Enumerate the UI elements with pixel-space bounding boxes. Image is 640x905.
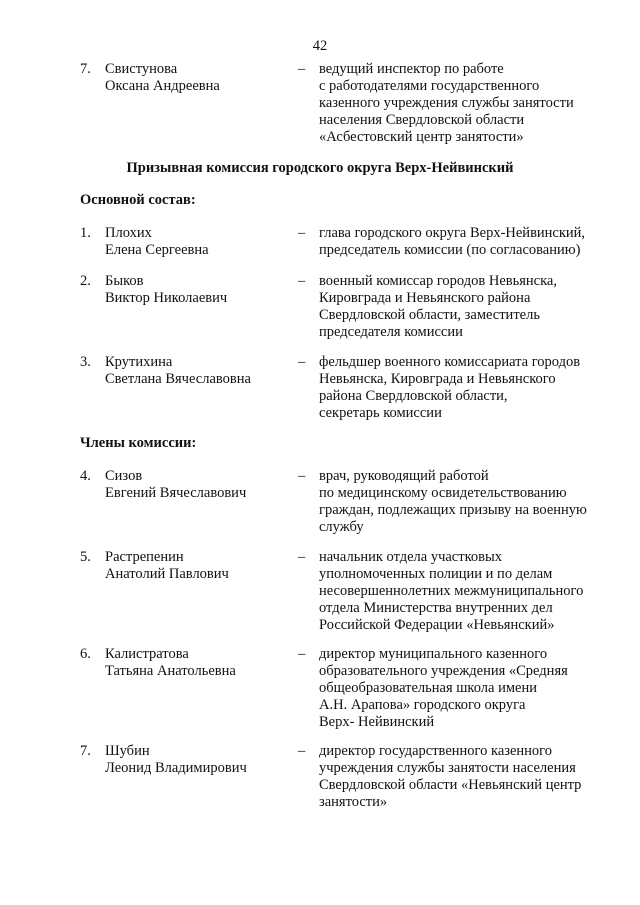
entry-description: военный комиссар городов Невьянска, Кировграда и Невьянского района Свердловской области, заместитель председателя комиссии [319, 273, 557, 340]
page-number: 42 [312, 38, 328, 54]
entry-number: 1. [80, 225, 91, 241]
section-heading-main: Основной состав: [80, 192, 196, 208]
entry-dash: – [298, 273, 306, 289]
entry-number: 7. [80, 743, 91, 759]
entry-number: 7. [80, 61, 91, 77]
entry-description: ведущий инспектор по работе с работодателями государственного казенного учреждения службы занятости населения Свердловской области «Асбестовский центр занятости» [319, 61, 574, 145]
entry-name: Быков Виктор Николаевич [105, 273, 228, 306]
entry-number: 6. [80, 646, 91, 662]
entry-number: 5. [80, 549, 91, 565]
entry-dash: – [298, 225, 306, 241]
entry-dash: – [298, 549, 306, 565]
entry-name: Растрепенин Анатолий Павлович [105, 549, 229, 582]
entry-name: Калистратова Татьяна Анатольевна [105, 646, 236, 679]
entry-dash: – [298, 61, 306, 77]
entry-description: фельдшер военного комиссариата городов Невьянска, Кировграда и Невьянского района Свердловской области, секретарь комиссии [319, 354, 581, 421]
entry-dash: – [298, 646, 306, 662]
entry-description: глава городского округа Верх-Нейвинский, председатель комиссии (по согласованию) [319, 225, 586, 258]
entry-name: Крутихина Светлана Вячеславовна [105, 354, 251, 387]
entry-name: Плохих Елена Сергеевна [105, 225, 209, 258]
entry-number: 3. [80, 354, 91, 370]
entry-number: 4. [80, 468, 91, 484]
entry-dash: – [298, 743, 306, 759]
entry-name: Сизов Евгений Вячеславович [105, 468, 247, 501]
entry-name: Свистунова Оксана Андреевна [105, 61, 220, 94]
entry-description: начальник отдела участковых уполномоченных полиции и по делам несовершеннолетних межмуниципального отдела Министерства внутренних дел Российской Федерации «Невьянский» [319, 549, 584, 633]
entry-description: директор государственного казенного учреждения службы занятости населения Свердловской области «Невьянский центр занятости» [319, 743, 582, 810]
entry-name: Шубин Леонид Владимирович [105, 743, 247, 776]
commission-title: Призывная комиссия городского округа Верх-Нейвинский [126, 160, 514, 176]
entry-dash: – [298, 354, 306, 370]
entry-description: директор муниципального казенного образовательного учреждения «Средняя общеобразовательная школа имени А.Н. Арапова» городского округа Верх- Нейвинский [319, 646, 568, 730]
section-heading-members: Члены комиссии: [80, 435, 197, 451]
entry-description: врач, руководящий работой по медицинскому освидетельствованию граждан, подлежащих призыву на военную службу [319, 468, 587, 535]
entry-dash: – [298, 468, 306, 484]
entry-number: 2. [80, 273, 91, 289]
